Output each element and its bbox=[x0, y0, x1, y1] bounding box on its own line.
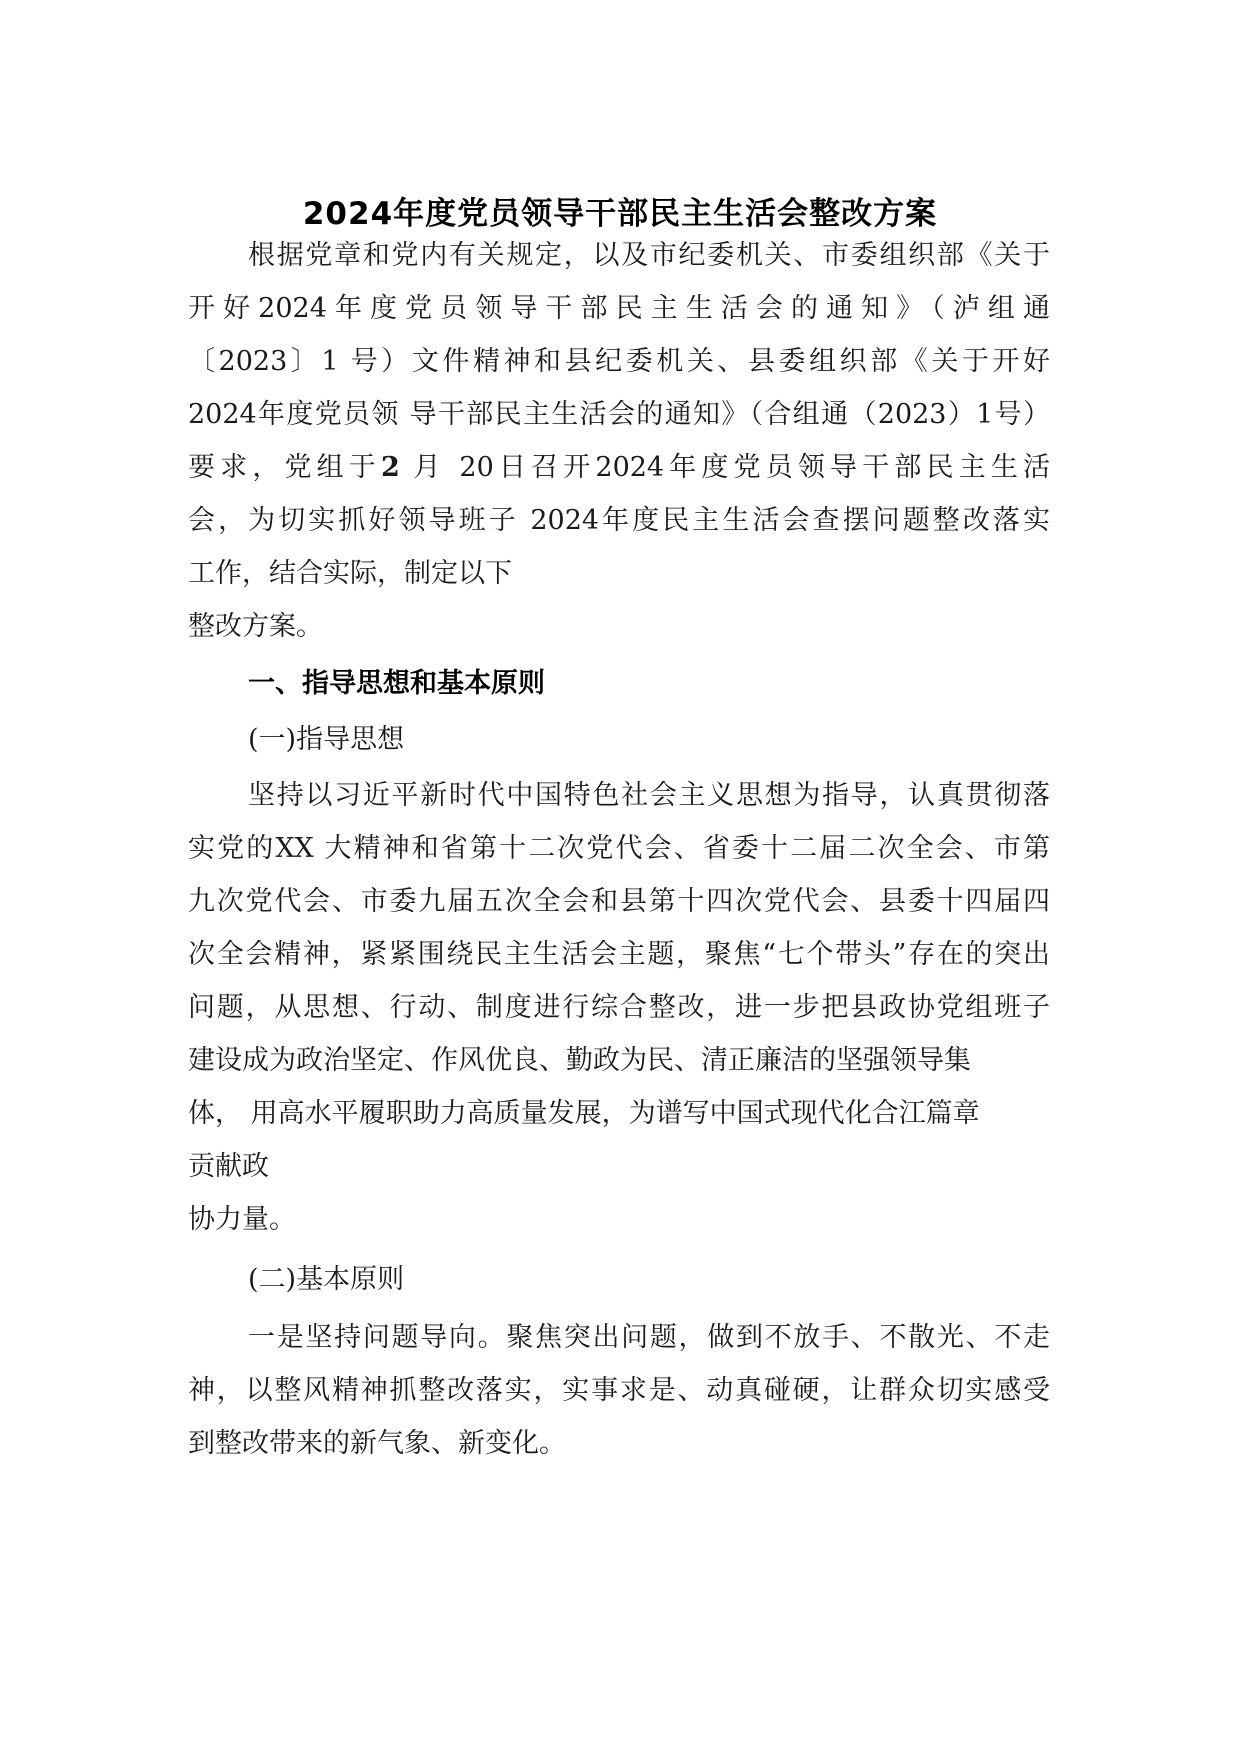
para2-line-9: 协力量。 bbox=[188, 1204, 296, 1235]
para2-line-8: 贡献政 bbox=[188, 1151, 269, 1182]
para1-line-5-start: 要求，党组于 bbox=[188, 452, 381, 483]
para3-line-1: 一是坚持问题导向。聚焦突出问题，做到不放手、不散光、不走 bbox=[248, 1322, 1050, 1353]
para2-line-5: 问题，从思想、行动、制度进行综合整改，进一步把县政协党组班子 bbox=[188, 992, 1050, 1023]
para2-line-7: 体， 用高水平履职助力高质量发展，为谱写中国式现代化合江篇章 bbox=[188, 1098, 980, 1129]
para2-line-3: 九次党代会、市委九届五次全会和县第十四次党代会、县委十四届四 bbox=[188, 886, 1050, 917]
para2-line-1: 坚持以习近平新时代中国特色社会主义思想为指导，认真贯彻落 bbox=[248, 780, 1050, 811]
para1-line-8: 整改方案。 bbox=[188, 611, 323, 642]
para2-line-4: 次全会精神，紧紧围绕民主生活会主题，聚焦“七个带头”存在的突出 bbox=[188, 939, 1050, 970]
para2-line-6: 建设成为政治坚定、作风优良、勤政为民、清正廉洁的坚强领导集 bbox=[188, 1045, 971, 1076]
para1-line-2: 开好2024年度党员领导干部民主生活会的通知》（泸组通 bbox=[188, 293, 1050, 324]
para1-line-5-bold: 2 bbox=[380, 452, 400, 483]
para3-line-2: 神，以整风精神抓整改落实，实事求是、动真碰硬，让群众切实感受 bbox=[188, 1375, 1050, 1406]
para1-line-4: 2024年度党员领 导干部民主生活会的通知》（合组通（2023）1号） bbox=[188, 399, 1050, 430]
para1-line-1: 根据党章和党内有关规定，以及市纪委机关、市委组织部《关于 bbox=[248, 240, 1050, 271]
document-title: 2024年度党员领导干部民主生活会整改方案 bbox=[302, 196, 938, 232]
para1-line-7: 工作，结合实际，制定以下 bbox=[188, 558, 512, 589]
para1-line-6: 会，为切实抓好领导班子 2024年度民主生活会查摆问题整改落实 bbox=[188, 505, 1050, 536]
sub2-heading: (二)基本原则 bbox=[248, 1264, 405, 1295]
para1-line-5 bbox=[188, 448, 1050, 488]
para1-line-5-end: 月 20日召开2024年度党员领导干部民主生活 bbox=[413, 452, 1050, 483]
sub1-heading: (一)指导思想 bbox=[248, 724, 405, 755]
para3-line-3: 到整改带来的新气象、新变化。 bbox=[188, 1428, 566, 1459]
para1-line-3: 〔2023〕1 号）文件精神和县纪委机关、县委组织部《关于开好 bbox=[188, 346, 1050, 377]
section1-heading: 一、指导思想和基本原则 bbox=[248, 668, 545, 699]
para2-line-2: 实党的XX 大精神和省第十二次党代会、省委十二届二次全会、市第 bbox=[188, 833, 1050, 864]
